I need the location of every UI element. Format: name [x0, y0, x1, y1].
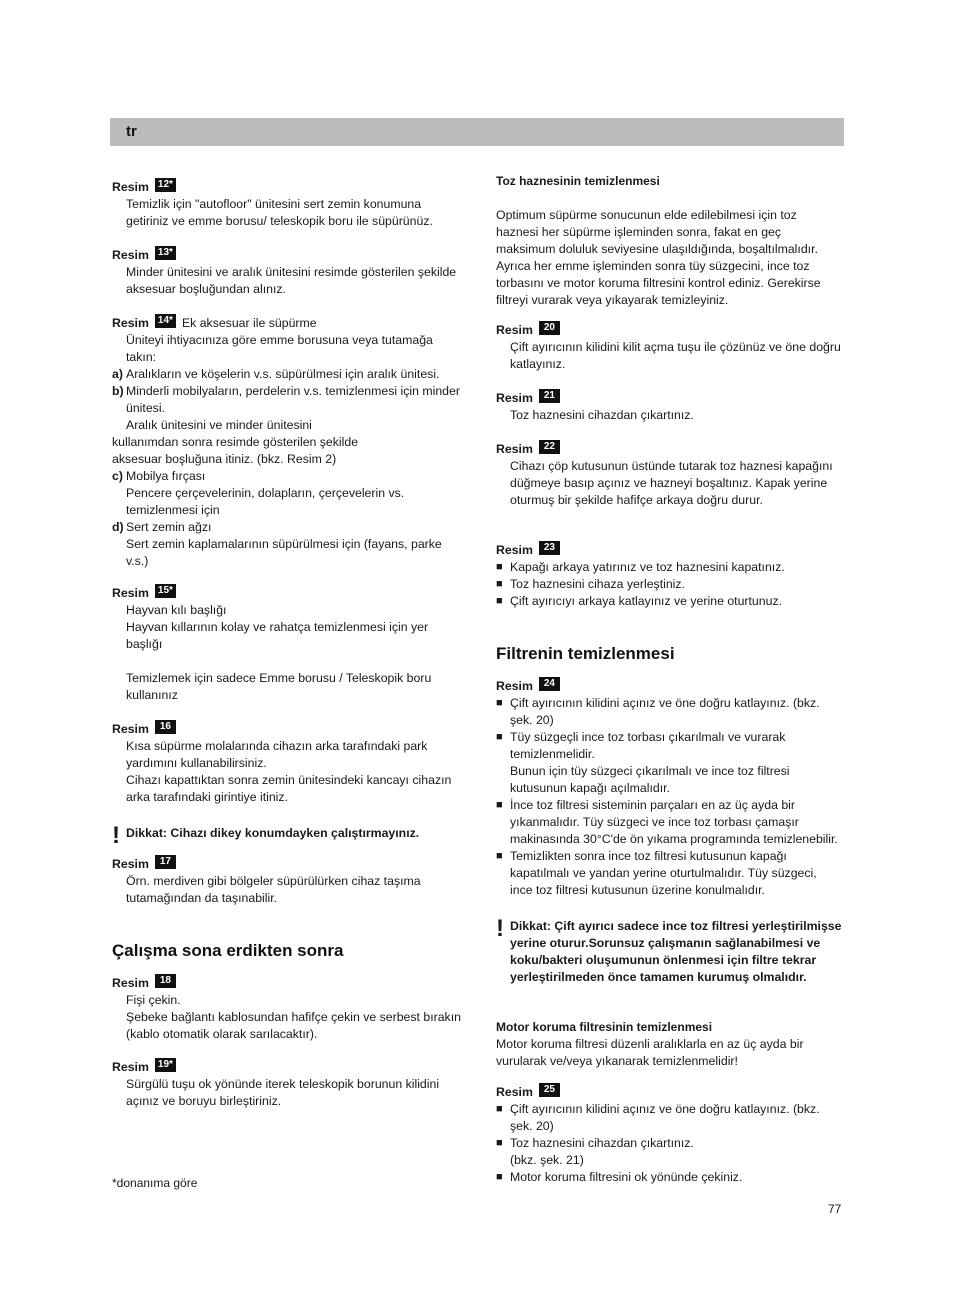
- section-title: Ek aksesuar ile süpürme: [181, 316, 317, 330]
- list-item: [496, 559, 842, 576]
- resim-label: Resim: [496, 1085, 533, 1099]
- list-text: Tüy süzgeçli ince toz torbası çıkarılmalı ve vurarak temizlenmelidir.: [510, 730, 786, 761]
- list-item: [496, 729, 842, 763]
- body-text: Temizlemek için sadece Emme borusu / Teleskopik boru kullanınız: [126, 671, 432, 702]
- warning-note: [112, 822, 462, 849]
- list-text: Çift ayırıcıyı arkaya katlayınız ve yerine oturtunuz.: [510, 594, 783, 608]
- body-text: Minder ünitesini ve aralık ünitesini resimde gösterilen şekilde aksesuar boşluğundan alınız.: [126, 265, 457, 296]
- bullet-square-icon: ■: [496, 850, 503, 862]
- warning-text: Dikkat: Çift ayırıcı sadece ince toz filtresi yerleştirilmişse yerine oturur.Sorunsuz çalışmanın sağlanabilmesi ve koku/bakteri oluşumunun önlenmesi için filtre tekrar yerleştirilmeden önce tamamen kurumuş olmalıdır.: [510, 919, 842, 984]
- figure-number-badge: 17: [155, 855, 176, 869]
- list-item: [496, 848, 842, 899]
- list-text: Sert zemin ağzı: [126, 520, 212, 534]
- body-text: Temizlik için "autofloor" ünitesini sert zemin konumuna getiriniz ve emme borusu/ teleskopik boru ile süpürünüz.: [126, 197, 433, 228]
- resim-label: Resim: [112, 1060, 149, 1074]
- section-resim-21: [496, 390, 842, 424]
- subsection-title: Toz haznesinin temizlenmesi: [496, 174, 660, 188]
- body-text: Hayvan kılı başlığı: [126, 603, 227, 617]
- body-text: Hayvan kıllarının kolay ve rahatça temizlenmesi için yer başlığı: [126, 620, 429, 651]
- warning-note: [496, 915, 842, 986]
- list-item: [496, 1135, 842, 1152]
- section-resim-14: [112, 315, 462, 570]
- section-resim-23: [496, 542, 842, 610]
- section-resim-17: [112, 856, 462, 907]
- bullet-square-icon: ■: [496, 697, 503, 709]
- bullet-square-icon: ■: [496, 595, 503, 607]
- bullet-square-icon: ■: [496, 1103, 503, 1115]
- body-text: Kısa süpürme molalarında cihazın arka tarafındaki park yardımını kullanabilirsiniz.: [126, 739, 428, 770]
- resim-label: Resim: [496, 442, 533, 456]
- list-item: [496, 797, 842, 848]
- list-item: [496, 593, 842, 610]
- body-text: Optimum süpürme sonucunun elde edilebilmesi için toz haznesi her süpürme işleminden sonra, fakat en geç maksimum doluluk seviyesine ulaşıldığında, boşaltılmalıdır. Ayrıca her emme işleminden sonra tüy süzgecini, ince toz torbasını ve motor koruma filtresini kontrol ediniz. Gerekirse filtreyi vurarak veya yıkayarak temizleyiniz.: [496, 208, 821, 307]
- figure-number-badge: 19*: [155, 1058, 176, 1072]
- figure-number-badge: 16: [155, 720, 176, 734]
- figure-number-badge: 25: [539, 1083, 560, 1097]
- resim-label: Resim: [112, 722, 149, 736]
- figure-number-badge: 18: [155, 974, 176, 988]
- bullet-square-icon: ■: [496, 799, 503, 811]
- body-text: Fişi çekin.: [126, 993, 181, 1007]
- section-resim-20: [496, 322, 842, 373]
- note-text: kullanımdan sonra resimde gösterilen şekilde: [112, 435, 359, 449]
- body-text: Motor koruma filtresi düzenli aralıklarla en az üç ayda bir vurularak ve/veya yıkanarak temizlenmelidir!: [496, 1037, 804, 1068]
- list-key: d): [112, 520, 124, 534]
- body-text: Sürgülü tuşu ok yönünde iterek teleskopik borunun kilidini açınız ve boruyu birleştiriniz.: [126, 1077, 440, 1108]
- list-item: [496, 1101, 842, 1135]
- list-text: Kapağı arkaya yatırınız ve toz haznesini kapatınız.: [510, 560, 785, 574]
- resim-label: Resim: [496, 679, 533, 693]
- list-item: [496, 1169, 842, 1186]
- body-text: Cihazı çöp kutusunun üstünde tutarak toz haznesi kapağını düğmeye basıp açınız ve hazneyi boşaltınız. Kapak yerine oturmuş bir şekilde hafifçe arkaya doğru durur.: [510, 459, 833, 507]
- note-text: aksesuar boşluğuna itiniz. (bkz. Resim 2): [112, 452, 337, 466]
- section-resim-15: [112, 585, 462, 704]
- list-text: Motor koruma filtresini ok yönünde çekiniz.: [510, 1170, 743, 1184]
- section-resim-16: [112, 721, 462, 806]
- list-key: b): [112, 384, 124, 398]
- list-item: [496, 695, 842, 729]
- list-text: Çift ayırıcının kilidini açınız ve öne doğru katlayınız. (bkz. şek. 20): [510, 696, 820, 727]
- resim-label: Resim: [112, 586, 149, 600]
- body-text: Toz haznesini cihazdan çıkartınız.: [510, 408, 694, 422]
- bullet-square-icon: ■: [496, 1137, 503, 1149]
- section-resim-24: [496, 678, 842, 899]
- section-resim-13: [112, 247, 462, 298]
- language-header-bar: [110, 118, 844, 146]
- figure-number-badge: 20: [539, 321, 560, 335]
- section-heading: Filtrenin temizlenmesi: [496, 644, 675, 663]
- note-text: Bunun için tüy süzgeci çıkarılmalı ve ince toz filtresi kutusunun kapağı açılmalıdır.: [510, 764, 790, 795]
- body-text: Örn. merdiven gibi bölgeler süpürülürken cihaz taşıma tutamağından da taşınabilir.: [126, 874, 421, 905]
- list-text: Minderli mobilyaların, perdelerin v.s. temizlenmesi için minder ünitesi.: [126, 384, 460, 415]
- warning-icon: !: [112, 822, 120, 849]
- bullet-square-icon: ■: [496, 731, 503, 743]
- figure-number-badge: 22: [539, 440, 560, 454]
- list-text: Mobilya fırçası: [126, 469, 206, 483]
- list-text: Aralıkların ve köşelerin v.s. süpürülmesi için aralık ünitesi.: [126, 367, 440, 381]
- resim-label: Resim: [112, 976, 149, 990]
- section-resim-12: [112, 179, 462, 230]
- figure-number-badge: 23: [539, 541, 560, 555]
- language-code: tr: [126, 123, 137, 140]
- figure-number-badge: 13*: [155, 246, 176, 260]
- footnote: *donanıma göre: [112, 1176, 198, 1190]
- resim-label: Resim: [496, 391, 533, 405]
- section-resim-19: [112, 1059, 462, 1110]
- list-key: a): [112, 367, 123, 381]
- body-text: Üniteyi ihtiyacınıza göre emme borusuna veya tutamağa takın:: [126, 333, 433, 364]
- resim-label: Resim: [112, 857, 149, 871]
- resim-label: Resim: [496, 543, 533, 557]
- resim-label: Resim: [112, 248, 149, 262]
- bullet-square-icon: ■: [496, 578, 503, 590]
- list-text: İnce toz filtresi sisteminin parçaları en az üç ayda bir yıkanmalıdır. Tüy süzgeci ve ince toz torbası çamaşır makinasında 30°C'de ön yıkama programında temizlenebilir.: [510, 798, 838, 846]
- figure-number-badge: 15*: [155, 584, 176, 598]
- list-item: [496, 576, 842, 593]
- list-text: Çift ayırıcının kilidini açınız ve öne doğru katlayınız. (bkz. şek. 20): [510, 1102, 820, 1133]
- note-text: (bkz. şek. 21): [510, 1153, 584, 1167]
- note-text: Sert zemin kaplamalarının süpürülmesi için (fayans, parke v.s.): [126, 537, 442, 568]
- warning-text: Dikkat: Cihazı dikey konumdayken çalıştırmayınız.: [126, 826, 420, 840]
- figure-number-badge: 21: [539, 389, 560, 403]
- section-resim-25: [496, 1084, 842, 1186]
- section-heading: Çalışma sona erdikten sonra: [112, 941, 344, 960]
- figure-number-badge: 24: [539, 677, 560, 691]
- bullet-square-icon: ■: [496, 1171, 503, 1183]
- subsection-title: Motor koruma filtresinin temizlenmesi: [496, 1020, 713, 1034]
- resim-label: Resim: [496, 323, 533, 337]
- resim-label: Resim: [112, 180, 149, 194]
- figure-number-badge: 12*: [155, 178, 176, 192]
- page-number: 77: [828, 1202, 842, 1216]
- resim-label: Resim: [112, 316, 149, 330]
- list-text: Toz haznesini cihazdan çıkartınız.: [510, 1136, 694, 1150]
- body-text: Çift ayırıcının kilidini kilit açma tuşu ile çözünüz ve öne doğru katlayınız.: [510, 340, 841, 371]
- note-text: Pencere çerçevelerinin, dolapların, çerçevelerin vs. temizlenmesi için: [126, 486, 405, 517]
- section-resim-18: [112, 975, 462, 1043]
- section-resim-22: [496, 441, 842, 509]
- list-text: Temizlikten sonra ince toz filtresi kutusunun kapağı kapatılmalı ve yandan yerine oturtulmalıdır. Tüy süzgeci, ince toz filtresi kutusunun üzerine konulmalıdır.: [510, 849, 817, 897]
- list-text: Toz haznesini cihaza yerleştiniz.: [510, 577, 685, 591]
- body-text: Şebeke bağlantı kablosundan hafifçe çekin ve serbest bırakın (kablo otomatik olarak sarılacaktır).: [126, 1010, 461, 1041]
- warning-icon: !: [496, 915, 504, 942]
- body-text: Cihazı kapattıktan sonra zemin ünitesindeki kancayı cihazın arka tarafındaki girintiye itiniz.: [126, 773, 452, 804]
- note-text: Aralık ünitesini ve minder ünitesini: [126, 418, 312, 432]
- list-key: c): [112, 469, 123, 483]
- bullet-square-icon: ■: [496, 561, 503, 573]
- figure-number-badge: 14*: [155, 314, 176, 328]
